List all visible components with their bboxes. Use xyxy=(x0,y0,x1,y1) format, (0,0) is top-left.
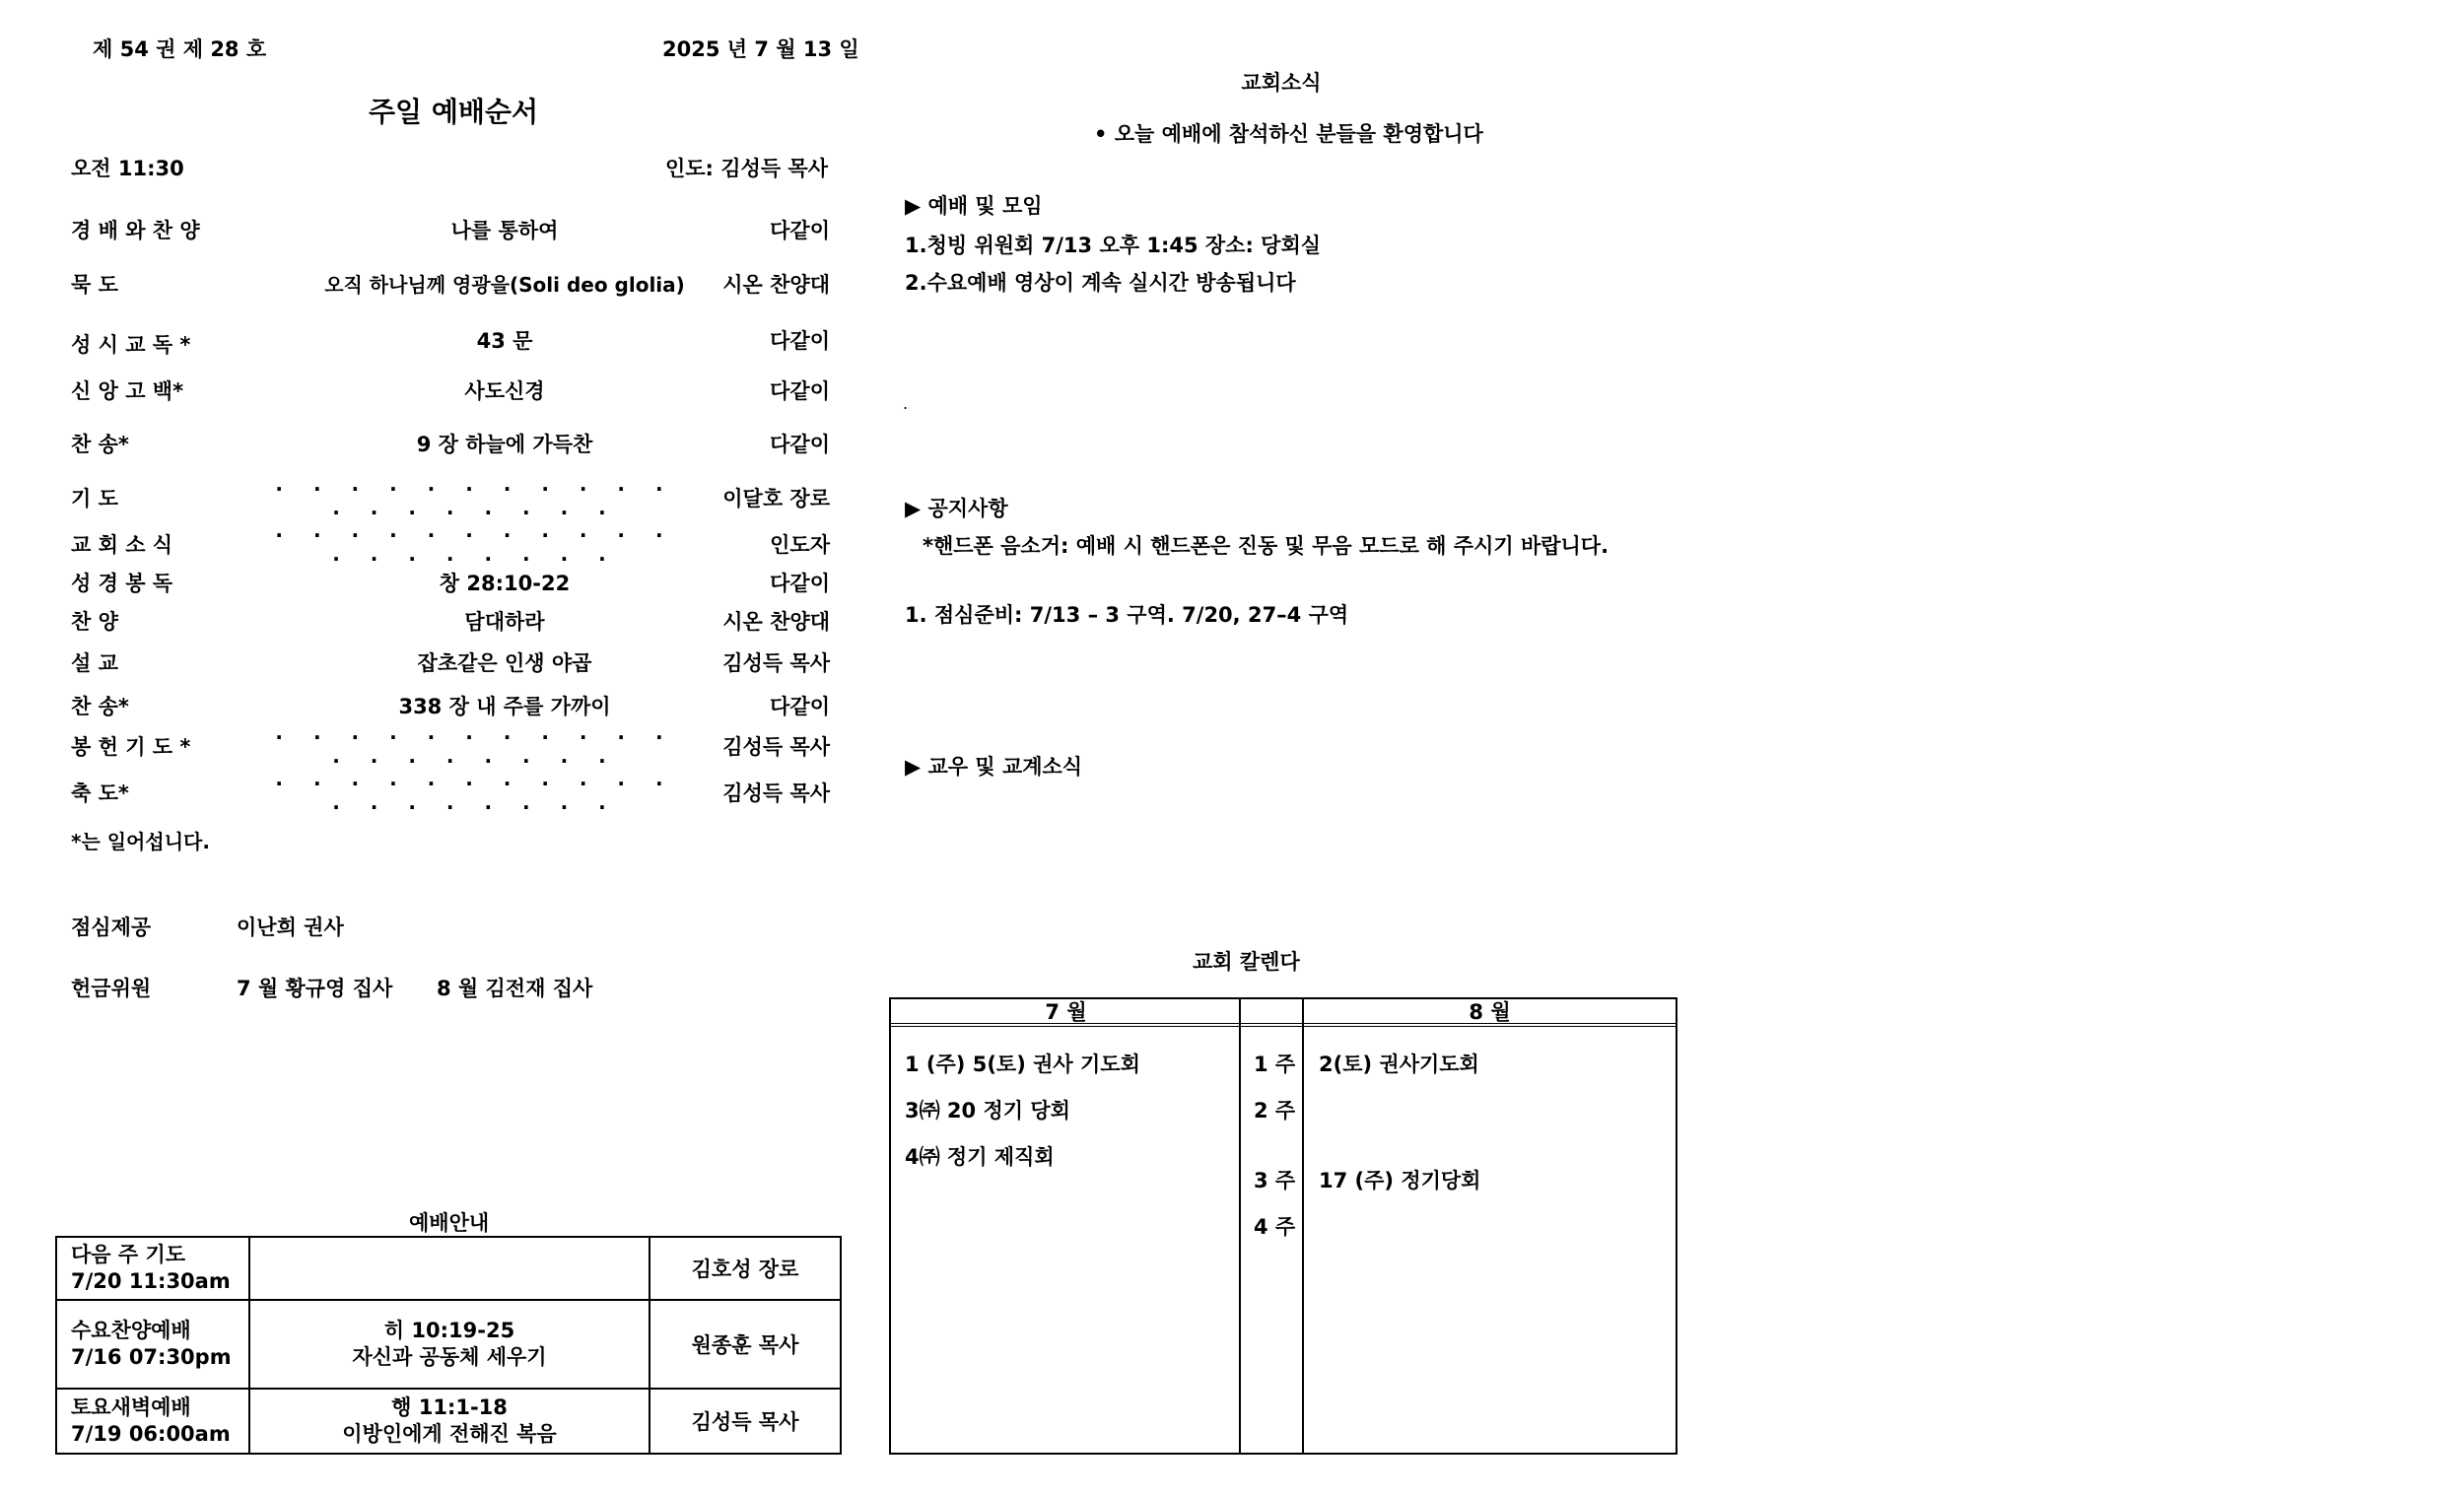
worship-guide-title: 예배안내 xyxy=(409,1211,490,1235)
order-item: 성 경 봉 독 xyxy=(71,572,173,595)
order-leader: 김성득 목사 xyxy=(722,782,830,805)
guide-when: 7/16 07:30pm xyxy=(71,1345,232,1369)
order-item: 찬 송* xyxy=(71,433,129,456)
issue-volume: 제 54 권 제 28 호 xyxy=(93,37,267,61)
guide-name-cell xyxy=(56,1300,249,1389)
calendar-divider xyxy=(1239,999,1241,1453)
order-leader: 다같이 xyxy=(770,329,830,353)
lunch-provider: 이난희 권사 xyxy=(237,916,344,939)
order-item: 축 도* xyxy=(71,782,129,805)
order-item: 교 회 소 식 xyxy=(71,533,173,557)
week-label: 1 주 xyxy=(1254,1053,1296,1076)
guide-name: 토요새벽예배 xyxy=(71,1395,191,1419)
calendar-divider xyxy=(1302,999,1304,1453)
calendar-header-august: 8 월 xyxy=(1304,999,1676,1027)
guide-text-cell xyxy=(249,1389,650,1454)
week-label: 2 주 xyxy=(1254,1099,1296,1122)
order-item: 묵 도 xyxy=(71,273,118,297)
order-row xyxy=(71,725,830,773)
dot-leader: · · · · · · · · · · · · · · · · · · · xyxy=(275,477,675,524)
order-item: 찬 송* xyxy=(71,695,129,718)
order-row xyxy=(71,647,830,681)
order-leader: 다같이 xyxy=(770,572,830,595)
order-leader: 인도자 xyxy=(770,533,830,557)
order-content: 사도신경 xyxy=(464,379,545,403)
dot-leader: · · · · · · · · · · · · · · · · · · · xyxy=(275,523,675,571)
guide-name: 다음 주 기도 xyxy=(71,1243,186,1266)
order-item: 경 배 와 찬 양 xyxy=(71,219,200,242)
order-content: 43 문 xyxy=(476,329,533,353)
guide-when: 7/19 06:00am xyxy=(71,1422,231,1446)
calendar-header-july: 7 월 xyxy=(891,999,1241,1027)
section-heading-worship: ▶ 예배 및 모임 xyxy=(905,194,1043,218)
order-leader: 시온 찬양대 xyxy=(722,273,830,297)
order-item: 성 시 교 독 * xyxy=(71,333,191,357)
order-row xyxy=(71,523,830,571)
guide-when: 7/20 11:30am xyxy=(71,1269,231,1293)
order-item: 봉 헌 기 도 * xyxy=(71,735,191,759)
order-content: 나를 통하여 xyxy=(450,219,559,242)
welcome-text: • 오늘 예배에 참석하신 분들을 환영합니다 xyxy=(1094,122,1483,146)
order-row xyxy=(71,606,830,640)
order-leader: 다같이 xyxy=(770,433,830,456)
order-content: 담대하라 xyxy=(464,610,545,634)
guide-leader: 원종훈 목사 xyxy=(650,1300,841,1389)
guide-text2: 자신과 공동체 세우기 xyxy=(352,1345,547,1369)
july-event: 3㈜ 20 정기 당회 xyxy=(905,1099,1070,1122)
guide-text1: 히 10:19-25 xyxy=(383,1319,515,1342)
notice-phone: *핸드폰 음소거: 예배 시 핸드폰은 진동 및 무음 모드로 해 주시기 바랍니다. xyxy=(923,534,1609,558)
order-row xyxy=(71,691,830,724)
church-calendar xyxy=(889,997,1677,1455)
order-leader: 다같이 xyxy=(770,695,830,718)
order-row xyxy=(71,215,830,248)
table-row xyxy=(56,1237,841,1300)
worship-guide-table xyxy=(55,1236,842,1455)
guide-text2: 이방인에게 전해진 복음 xyxy=(342,1422,557,1446)
worship-item: 1.청빙 위원회 7/13 오후 1:45 장소: 당회실 xyxy=(905,234,1322,257)
guide-text-cell xyxy=(249,1237,650,1300)
dot-leader: · · · · · · · · · · · · · · · · · · · xyxy=(275,772,675,819)
order-row xyxy=(71,568,830,601)
guide-text1: 행 11:1-18 xyxy=(391,1395,508,1419)
issue-date: 2025 년 7 월 13 일 xyxy=(662,37,859,61)
week-label: 3 주 xyxy=(1254,1169,1296,1192)
service-time: 오전 11:30 xyxy=(71,157,184,180)
order-row xyxy=(71,325,830,359)
order-item: 신 앙 고 백* xyxy=(71,379,184,403)
order-content: 338 장 내 주를 가까이 xyxy=(398,695,611,718)
guide-name: 수요찬양예배 xyxy=(71,1319,191,1342)
dot-leader: · · · · · · · · · · · · · · · · · · · xyxy=(275,725,675,773)
offering-label: 헌금위원 xyxy=(71,977,152,1000)
stray-dot: . xyxy=(903,394,909,413)
week-label: 4 주 xyxy=(1254,1215,1296,1239)
notice-lunch: 1. 점심준비: 7/13 – 3 구역. 7/20, 27–4 구역 xyxy=(905,603,1349,627)
order-row xyxy=(71,772,830,819)
lunch-label: 점심제공 xyxy=(71,916,152,939)
order-item: 기 도 xyxy=(71,487,118,510)
calendar-header-week xyxy=(1241,999,1304,1027)
guide-name-cell xyxy=(56,1389,249,1454)
order-content: 오직 하나님께 영광을(Soli deo glolia) xyxy=(324,273,685,297)
order-row xyxy=(71,269,830,303)
order-leader: 다같이 xyxy=(770,379,830,403)
guide-name-cell xyxy=(56,1237,249,1300)
order-content: 창 28:10-22 xyxy=(439,572,571,595)
july-event: 4㈜ 정기 제직회 xyxy=(905,1145,1055,1169)
august-event: 17 (주) 정기당회 xyxy=(1319,1169,1481,1192)
order-item: 찬 양 xyxy=(71,610,118,634)
order-leader: 이달호 장로 xyxy=(722,487,830,510)
section-heading-members: ▶ 교우 및 교계소식 xyxy=(905,755,1083,779)
order-leader: 시온 찬양대 xyxy=(722,610,830,634)
calendar-title: 교회 칼렌다 xyxy=(1193,950,1300,974)
offering-july: 7 월 황규영 집사 xyxy=(237,977,393,1000)
service-leader: 인도: 김성득 목사 xyxy=(664,157,828,180)
order-row xyxy=(71,477,830,524)
guide-text-cell xyxy=(249,1300,650,1389)
order-content: 9 장 하늘에 가득찬 xyxy=(416,433,593,456)
section-heading-notice: ▶ 공지사항 xyxy=(905,497,1008,520)
july-event: 1 (주) 5(토) 권사 기도회 xyxy=(905,1053,1140,1076)
church-news-title: 교회소식 xyxy=(1241,71,1322,95)
guide-leader: 김성득 목사 xyxy=(650,1389,841,1454)
stand-note: *는 일어섭니다. xyxy=(71,830,210,853)
worship-item: 2.수요예배 영상이 계속 실시간 방송됩니다 xyxy=(905,271,1296,295)
order-item: 설 교 xyxy=(71,651,118,675)
order-row xyxy=(71,375,830,409)
guide-leader: 김호성 장로 xyxy=(650,1237,841,1300)
order-content: 잡초같은 인생 야곱 xyxy=(417,651,592,675)
table-row xyxy=(56,1389,841,1454)
order-row xyxy=(71,429,830,462)
table-row xyxy=(56,1300,841,1389)
order-leader: 김성득 목사 xyxy=(722,651,830,675)
order-leader: 다같이 xyxy=(770,219,830,242)
order-leader: 김성득 목사 xyxy=(722,735,830,759)
worship-order-title: 주일 예배순서 xyxy=(368,96,539,128)
offering-august: 8 월 김전재 집사 xyxy=(437,977,593,1000)
august-event: 2(토) 권사기도회 xyxy=(1319,1053,1479,1076)
